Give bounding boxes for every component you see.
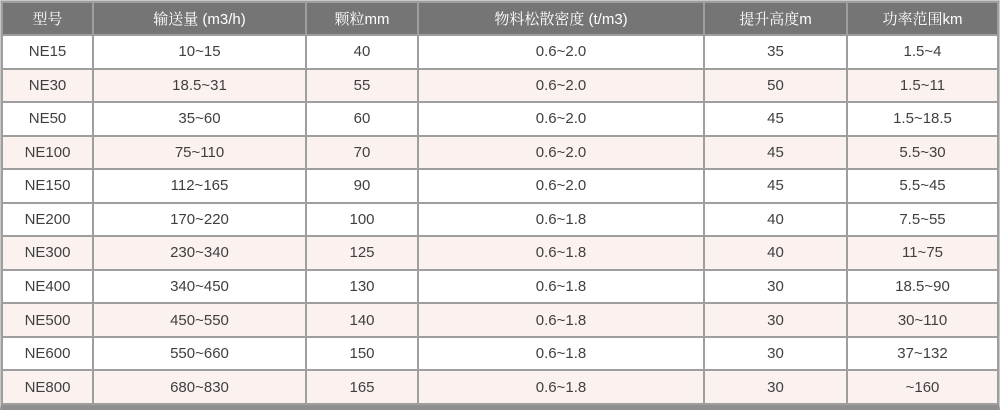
- cell-model: NE600: [2, 337, 93, 371]
- cell-lift-height: 30: [704, 270, 847, 304]
- table-row: [2, 69, 998, 103]
- col-header-density: 物料松散密度 (t/m3): [418, 2, 704, 35]
- cell-density: 0.6~1.8: [418, 203, 704, 237]
- cell-density: 0.6~1.8: [418, 270, 704, 304]
- cell-power-range: 7.5~55: [847, 203, 998, 237]
- cell-lift-height: 30: [704, 303, 847, 337]
- cell-capacity: 35~60: [93, 102, 306, 136]
- cell-capacity: 340~450: [93, 270, 306, 304]
- cell-particle: 70: [306, 136, 418, 170]
- table-row: [2, 203, 998, 237]
- cell-capacity: 230~340: [93, 236, 306, 270]
- cell-density: 0.6~1.8: [418, 303, 704, 337]
- cell-particle: 100: [306, 203, 418, 237]
- cell-power-range: ~160: [847, 370, 998, 404]
- cell-capacity: 10~15: [93, 35, 306, 69]
- col-header-model: 型号: [2, 2, 93, 35]
- cell-lift-height: 35: [704, 35, 847, 69]
- cell-power-range: 1.5~18.5: [847, 102, 998, 136]
- cell-particle: 90: [306, 169, 418, 203]
- cell-power-range: 30~110: [847, 303, 998, 337]
- cell-model: NE500: [2, 303, 93, 337]
- cell-power-range: 1.5~4: [847, 35, 998, 69]
- col-header-lift-height: 提升高度m: [704, 2, 847, 35]
- spec-table: [1, 1, 999, 405]
- cell-model: NE30: [2, 69, 93, 103]
- cell-model: NE200: [2, 203, 93, 237]
- cell-model: NE300: [2, 236, 93, 270]
- cell-power-range: 37~132: [847, 337, 998, 371]
- header-row: [2, 2, 998, 35]
- cell-capacity: 75~110: [93, 136, 306, 170]
- cell-lift-height: 40: [704, 236, 847, 270]
- cell-density: 0.6~2.0: [418, 136, 704, 170]
- cell-density: 0.6~2.0: [418, 102, 704, 136]
- table-row: [2, 102, 998, 136]
- cell-density: 0.6~1.8: [418, 370, 704, 404]
- cell-particle: 60: [306, 102, 418, 136]
- cell-density: 0.6~1.8: [418, 337, 704, 371]
- table-row: [2, 236, 998, 270]
- cell-lift-height: 40: [704, 203, 847, 237]
- cell-density: 0.6~1.8: [418, 236, 704, 270]
- cell-lift-height: 30: [704, 337, 847, 371]
- cell-model: NE400: [2, 270, 93, 304]
- cell-particle: 125: [306, 236, 418, 270]
- cell-particle: 55: [306, 69, 418, 103]
- cell-power-range: 5.5~30: [847, 136, 998, 170]
- col-header-power-range: 功率范围km: [847, 2, 998, 35]
- col-header-particle: 颗粒mm: [306, 2, 418, 35]
- cell-power-range: 11~75: [847, 236, 998, 270]
- cell-density: 0.6~2.0: [418, 35, 704, 69]
- table-row: [2, 35, 998, 69]
- cell-capacity: 450~550: [93, 303, 306, 337]
- cell-power-range: 1.5~11: [847, 69, 998, 103]
- cell-capacity: 680~830: [93, 370, 306, 404]
- table-row: [2, 169, 998, 203]
- cell-model: NE100: [2, 136, 93, 170]
- cell-capacity: 112~165: [93, 169, 306, 203]
- cell-lift-height: 45: [704, 102, 847, 136]
- table-row: [2, 337, 998, 371]
- cell-particle: 40: [306, 35, 418, 69]
- cell-model: NE50: [2, 102, 93, 136]
- cell-lift-height: 45: [704, 136, 847, 170]
- cell-density: 0.6~2.0: [418, 169, 704, 203]
- cell-particle: 130: [306, 270, 418, 304]
- table-row: [2, 270, 998, 304]
- table-row: [2, 303, 998, 337]
- cell-lift-height: 50: [704, 69, 847, 103]
- cell-model: NE15: [2, 35, 93, 69]
- cell-lift-height: 30: [704, 370, 847, 404]
- cell-capacity: 170~220: [93, 203, 306, 237]
- table-row: [2, 136, 998, 170]
- cell-power-range: 18.5~90: [847, 270, 998, 304]
- cell-density: 0.6~2.0: [418, 69, 704, 103]
- cell-lift-height: 45: [704, 169, 847, 203]
- col-header-capacity: 输送量 (m3/h): [93, 2, 306, 35]
- cell-capacity: 18.5~31: [93, 69, 306, 103]
- spec-table-body: [2, 35, 998, 404]
- cell-particle: 150: [306, 337, 418, 371]
- spec-table-header: [2, 2, 998, 35]
- cell-particle: 165: [306, 370, 418, 404]
- cell-power-range: 5.5~45: [847, 169, 998, 203]
- cell-capacity: 550~660: [93, 337, 306, 371]
- cell-model: NE800: [2, 370, 93, 404]
- cell-model: NE150: [2, 169, 93, 203]
- cell-particle: 140: [306, 303, 418, 337]
- table-row: [2, 370, 998, 404]
